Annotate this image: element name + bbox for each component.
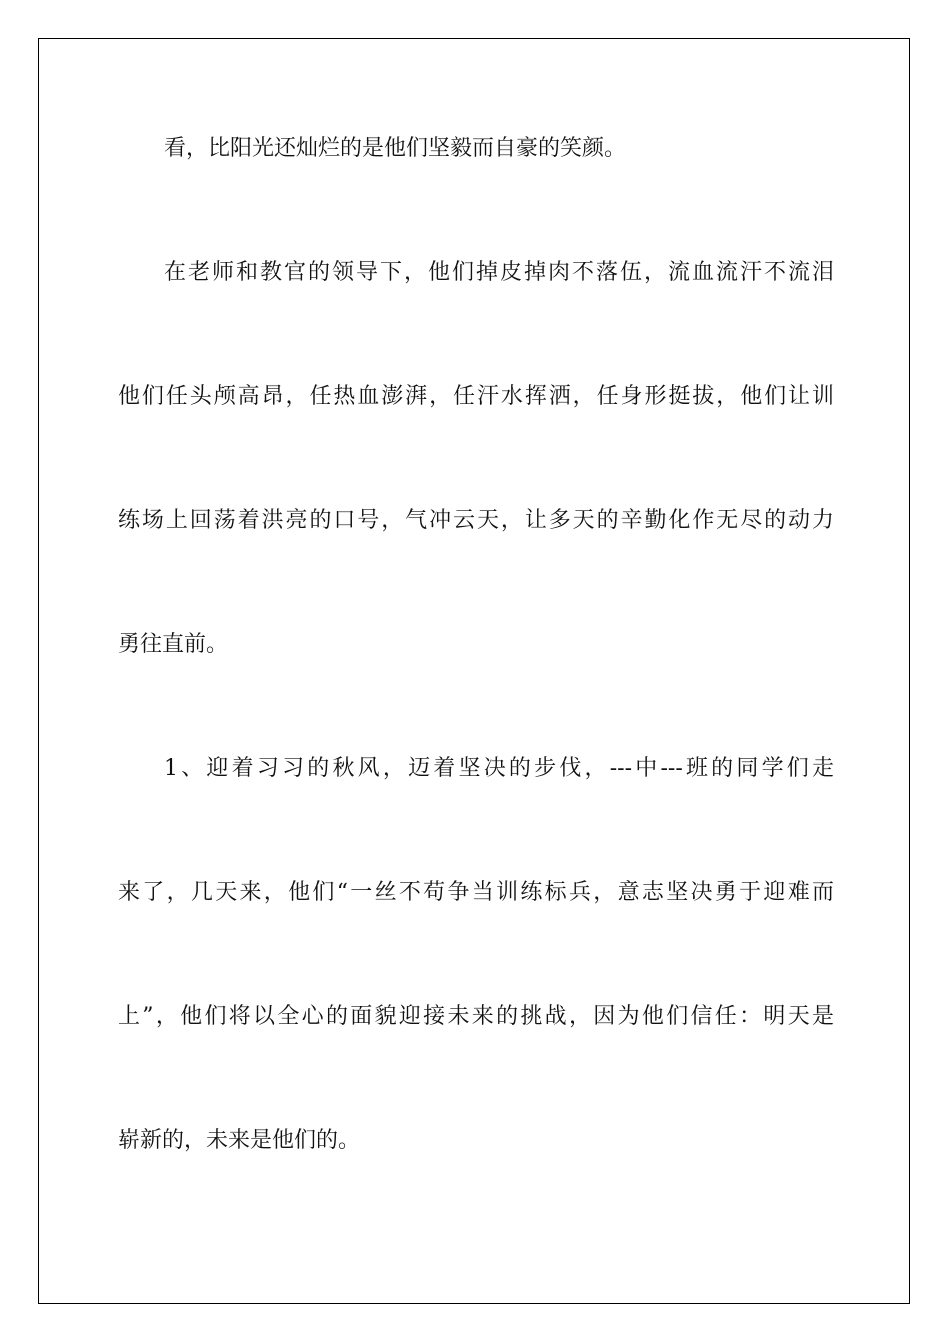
paragraph-line: 看，比阳光还灿烂的是他们坚毅而自豪的笑颜。 — [164, 136, 627, 161]
paragraph-line: 勇往直前。 — [118, 632, 229, 657]
paragraph-line: 在老师和教官的领导下，他们掉皮掉肉不落伍，流血流汗不流泪 — [164, 260, 834, 285]
paragraph-line: 练场上回荡着洪亮的口号，气冲云天，让多天的辛勤化作无尽的动力 — [118, 508, 834, 533]
page-border — [38, 38, 910, 1304]
paragraph-line: 上”，他们将以全心的面貌迎接未来的挑战，因为他们信任：明天是 — [118, 1004, 834, 1029]
paragraph-line: 来了，几天来，他们“一丝不苟争当训练标兵，意志坚决勇于迎难而 — [118, 880, 834, 905]
paragraph-line: 他们任头颅高昂，任热血澎湃，任汗水挥洒，任身形挺拔，他们让训 — [118, 384, 834, 409]
paragraph-line: 1、迎着习习的秋风，迈着坚决的步伐，---中---班的同学们走 — [164, 756, 834, 781]
paragraph-line: 崭新的，未来是他们的。 — [118, 1128, 361, 1153]
